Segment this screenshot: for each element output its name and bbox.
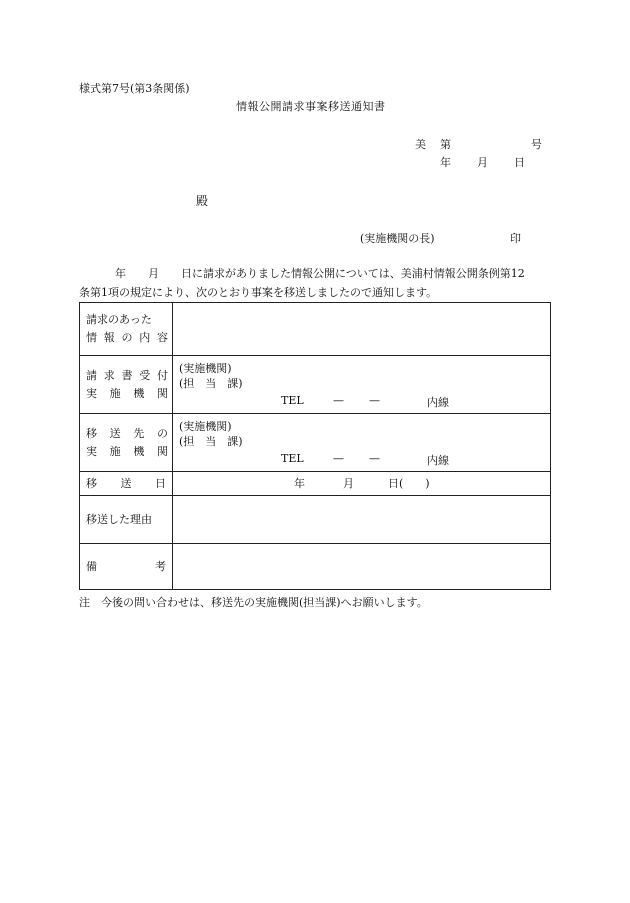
label-char: 先 — [133, 426, 145, 440]
tel-dash: — — [333, 394, 344, 407]
transfer-date-label — [80, 472, 173, 496]
tel-dash: — — [369, 394, 380, 407]
transfer-reason-label: 移送した理由 — [80, 496, 173, 544]
footnote: 注 今後の問い合わせは、移送先の実施機関(担当課)へお願いします。 — [79, 596, 428, 609]
label-char: 送 — [120, 476, 132, 490]
addressee-suffix: 殿 — [196, 194, 209, 208]
label-char: 考 — [155, 559, 166, 573]
date-day: 日 — [514, 156, 525, 169]
remarks-label — [80, 544, 173, 590]
date-year: 年 — [440, 156, 451, 169]
label-char: 容 — [157, 331, 168, 344]
label-char: 関 — [156, 444, 168, 458]
label-char: 求 — [103, 368, 115, 382]
label-char: 備 — [86, 559, 97, 573]
receiving-agency-label-line2 — [86, 385, 172, 403]
transfer-date-year: 年 — [294, 477, 305, 490]
agency-label: (実施機関) — [179, 420, 232, 433]
label-char: の — [156, 426, 168, 440]
label-char: 受 — [139, 368, 151, 382]
document-number — [415, 139, 542, 150]
agency-labels — [179, 419, 243, 449]
label-char: 施 — [109, 386, 121, 400]
transfer-reason-field[interactable] — [173, 496, 551, 544]
doc-number-prefix: 美 — [415, 138, 426, 151]
document-title: 情報公開請求事案移送通知書 — [236, 100, 386, 113]
destination-agency-label-line2 — [86, 443, 172, 461]
label-char: 内 — [139, 331, 151, 344]
date-month: 月 — [477, 156, 488, 169]
doc-number-dai: 第 — [440, 138, 451, 151]
label-char: 実 — [86, 386, 97, 400]
transfer-date-field[interactable] — [173, 472, 551, 496]
seal-mark: 印 — [510, 232, 521, 245]
table-row — [80, 414, 551, 472]
label-char: 日 — [155, 476, 166, 490]
request-content-field[interactable] — [173, 303, 551, 356]
table-row — [80, 544, 551, 590]
request-content-label-line1: 請求のあった — [86, 313, 152, 326]
label-char: 施 — [109, 444, 121, 458]
label-char: 請 — [86, 368, 97, 382]
transfer-date-day: 日( ) — [388, 477, 430, 490]
transfer-date-month: 月 — [343, 477, 354, 490]
request-content-label-line2 — [86, 329, 172, 347]
table-row — [80, 472, 551, 496]
label-char: 送 — [109, 426, 121, 440]
tel-label: TEL — [281, 394, 304, 407]
issue-date — [440, 157, 525, 168]
table-row — [80, 303, 551, 356]
body-text-line-1: 年 月 日に請求がありました情報公開については、美浦村情報公開条例第12 — [115, 267, 525, 280]
agency-label: (実施機関) — [179, 362, 232, 375]
dept-label: (担 当 課) — [179, 377, 243, 390]
label-char: 付 — [157, 368, 168, 382]
label-char: 機 — [133, 444, 145, 458]
table-row — [80, 356, 551, 414]
form-number: 様式第7号(第3条関係) — [79, 82, 190, 95]
receiving-agency-label-line1 — [86, 367, 172, 385]
doc-number-go: 号 — [531, 138, 542, 151]
tel-dash: — — [369, 452, 380, 465]
table-row — [80, 496, 551, 544]
label-char: 書 — [121, 368, 133, 382]
agency-labels — [179, 361, 243, 391]
destination-agency-label — [80, 414, 173, 472]
body-text-line-2: 条第1項の規定により、次のとおり事案を移送しましたので通知します。 — [79, 286, 438, 299]
label-char: 実 — [86, 444, 97, 458]
remarks-field[interactable] — [173, 544, 551, 590]
label-char: 移 — [86, 426, 97, 440]
receiving-agency-label — [80, 356, 173, 414]
receiving-agency-field[interactable] — [173, 356, 551, 414]
label-char: 機 — [133, 386, 145, 400]
label-char: 情 — [86, 331, 97, 344]
destination-agency-field[interactable] — [173, 414, 551, 472]
label-char: の — [121, 331, 133, 344]
dept-label: (担 当 課) — [179, 435, 243, 448]
extension-label: 内線 — [427, 396, 449, 409]
extension-label: 内線 — [427, 454, 449, 467]
label-char: 移 — [86, 476, 97, 490]
transfer-details-table — [79, 302, 551, 590]
destination-agency-label-line1 — [86, 425, 172, 443]
tel-label: TEL — [281, 452, 304, 465]
tel-dash: — — [333, 452, 344, 465]
label-char: 関 — [156, 386, 168, 400]
request-content-label — [80, 303, 173, 356]
issuer: (実施機関の長) — [360, 232, 435, 245]
label-char: 報 — [103, 331, 115, 344]
